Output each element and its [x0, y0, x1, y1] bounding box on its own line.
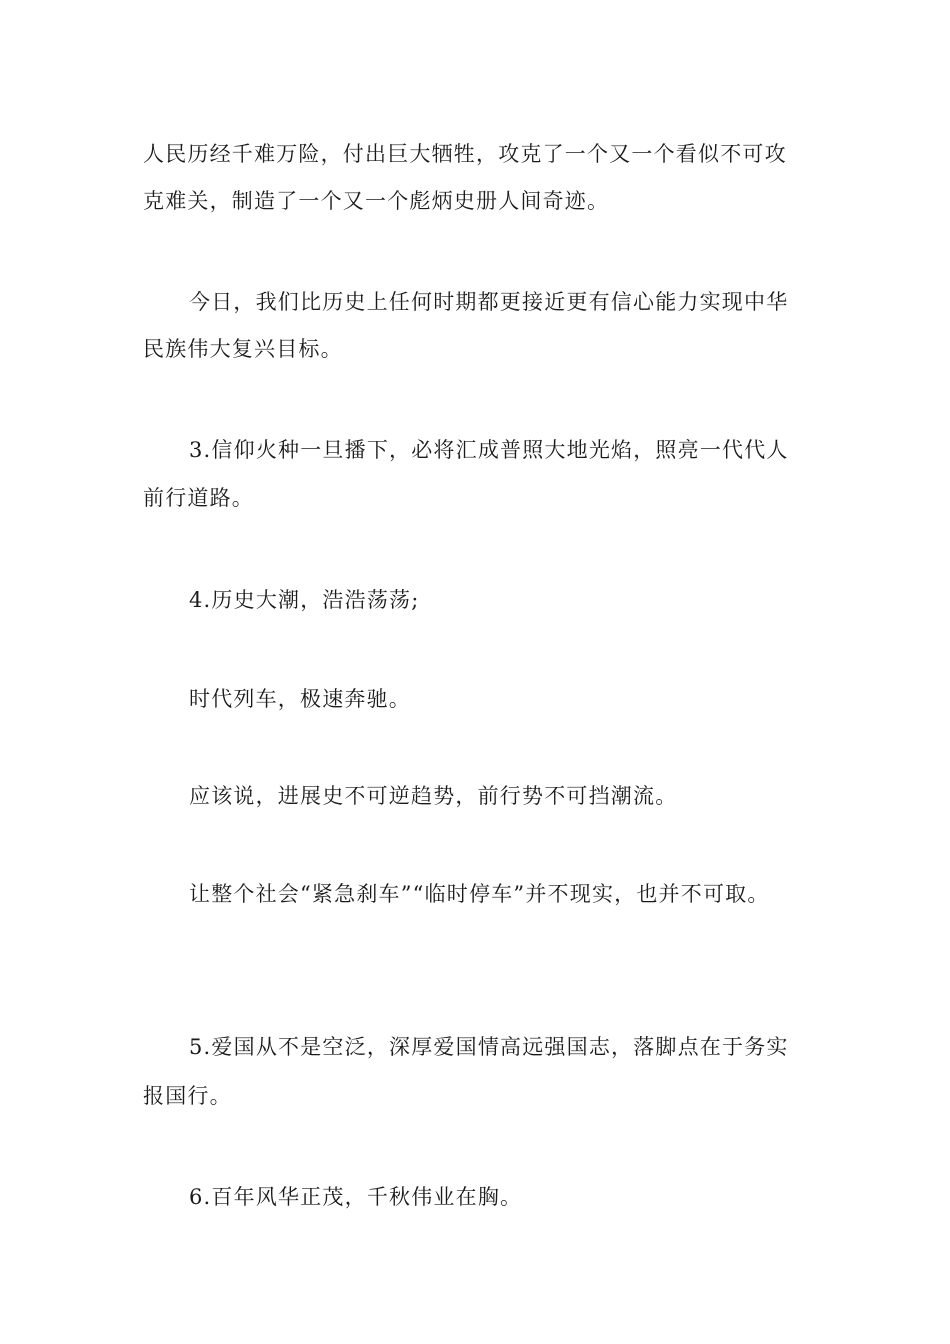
paragraph-9-line-1: 6.百年风华正茂，千秋伟业在胸。 — [189, 1185, 523, 1209]
paragraph-3-line-1: 3.信仰火种一旦播下，必将汇成普照大地光焰，照亮一代代人 — [189, 438, 789, 462]
paragraph-4-line-1: 4.历史大潮，浩浩荡荡; — [189, 588, 420, 612]
paragraph-5-line-1: 时代列车，极速奔驰。 — [189, 687, 411, 711]
paragraph-8-line-2: 报国行。 — [143, 1084, 232, 1108]
paragraph-6-line-1: 应该说，进展史不可逆趋势，前行势不可挡潮流。 — [189, 784, 678, 808]
paragraph-1-line-1: 人民历经千难万险，付出巨大牺牲，攻克了一个又一个看似不可攻 — [143, 142, 787, 166]
paragraph-2-line-1: 今日，我们比历史上任何时期都更接近更有信心能力实现中华 — [189, 290, 789, 314]
paragraph-2-line-2: 民族伟大复兴目标。 — [143, 337, 343, 361]
paragraph-3-line-2: 前行道路。 — [143, 486, 254, 510]
paragraph-1-line-2: 克难关，制造了一个又一个彪炳史册人间奇迹。 — [143, 189, 610, 213]
paragraph-8-line-1: 5.爱国从不是空泛，深厚爱国情高远强国志，落脚点在于务实 — [189, 1035, 789, 1059]
paragraph-7-line-1: 让整个社会“紧急刹车”“临时停车”并不现实，也并不可取。 — [189, 882, 770, 906]
